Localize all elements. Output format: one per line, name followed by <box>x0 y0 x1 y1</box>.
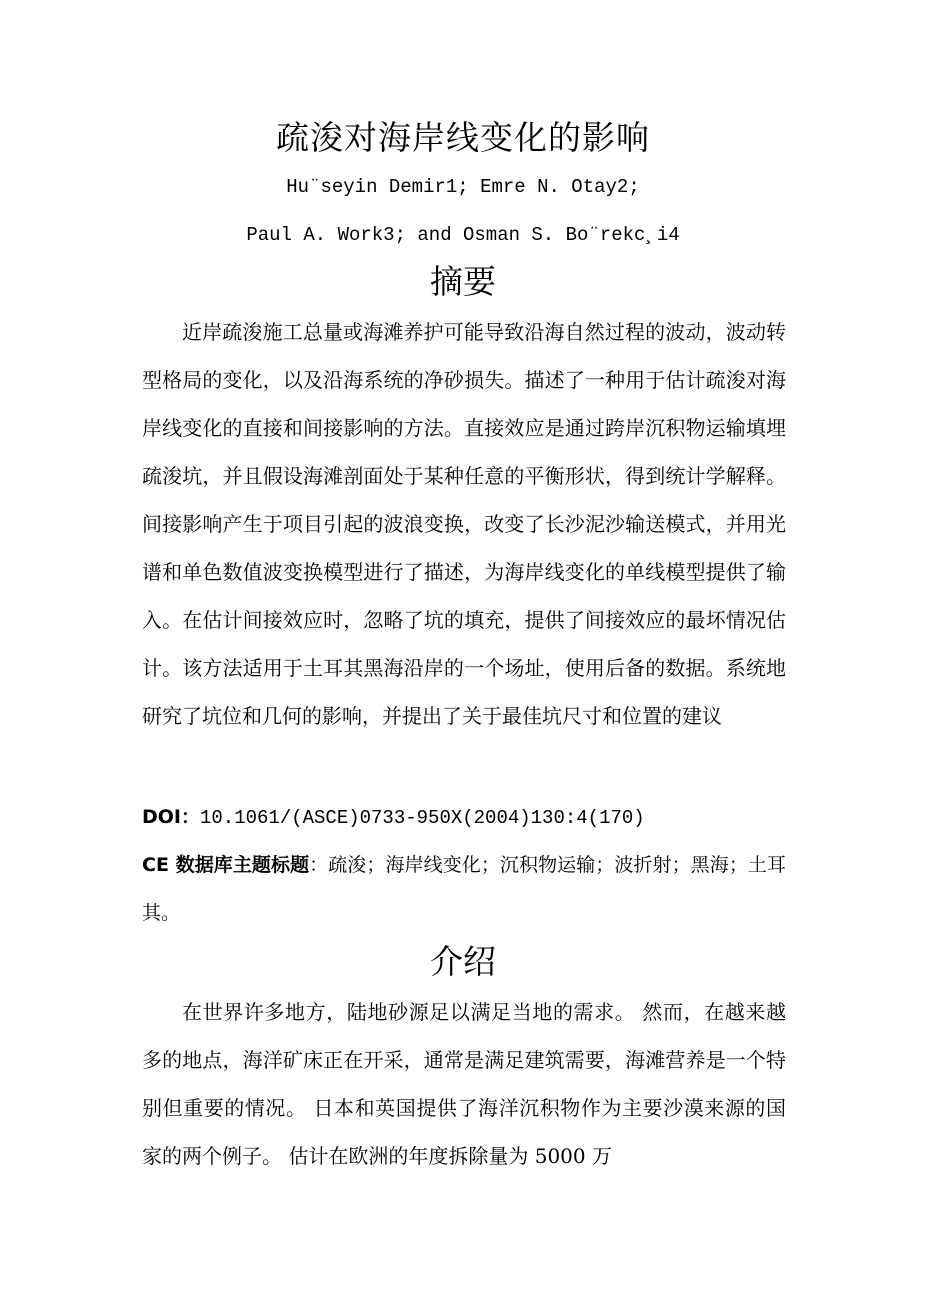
authors-line-2: Paul A. Work3; and Osman S. Bo¨rekc¸i4 <box>246 224 680 246</box>
introduction-section <box>142 988 786 1180</box>
keywords-value: ：疏浚；海岸线变化；沉积物运输；波折射；黑海；土耳其。 <box>142 854 786 924</box>
keywords-label: CE 数据库主题标题 <box>142 854 310 876</box>
introduction-heading: 介绍 <box>430 942 496 981</box>
doi-value: 10.1061/(ASCE)0733-950X(2004)130:4(170) <box>200 807 645 829</box>
abstract-heading: 摘要 <box>430 262 496 301</box>
document-title: 疏浚对海岸线变化的影响 <box>276 118 650 157</box>
introduction-paragraph: 在世界许多地方，陆地砂源足以满足当地的需求。 然而，在越来越多的地点，海洋矿床正在开采，通常是满足建筑需要，海滩营养是一个特别但重要的情况。 日本和英国提供了海洋沉积物作为主要沙漠来源的国家的两个例子。 估计在欧洲的年度拆除量为 5000 万 <box>142 1000 786 1168</box>
authors-line-1: Hu¨seyin Demir1; Emre N. Otay2; <box>286 176 640 198</box>
abstract-paragraph: 近岸疏浚施工总量或海滩养护可能导致沿海自然过程的波动，波动转型格局的变化，以及沿海系统的净砂损失。描述了一种用于估计疏浚对海岸线变化的直接和间接影响的方法。直接效应是通过跨岸沉积物运输填埋疏浚坑，并且假设海滩剖面处于某种任意的平衡形状，得到统计学解释。间接影响产生于项目引起的波浪变换，改变了长沙泥沙输送模式，并用光谱和单色数值波变换模型进行了描述，为海岸线变化的单线模型提供了输入。在估计间接效应时，忽略了坑的填充，提供了间接效应的最坏情况估计。该方法适用于土耳其黑海沿岸的一个场址，使用后备的数据。系统地研究了坑位和几何的影响，并提出了关于最佳坑尺寸和位置的建议 <box>142 320 786 728</box>
doi-line <box>142 793 786 842</box>
doi-label: DOI： <box>142 806 200 828</box>
abstract-section <box>142 308 786 740</box>
keywords-line <box>142 841 786 937</box>
